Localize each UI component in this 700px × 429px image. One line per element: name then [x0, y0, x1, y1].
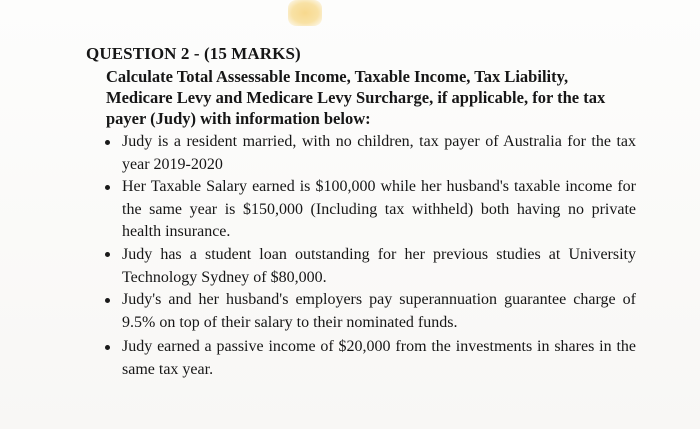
list-item	[86, 244, 636, 289]
bullet-text: Her Taxable Salary earned is $100,000 while her husband's taxable income for the same year is $150,000 (Including tax withheld) both having no private health insurance.	[122, 178, 636, 241]
bullet-icon	[105, 345, 110, 350]
question-title: QUESTION 2 - (15 MARKS)	[86, 44, 301, 63]
bullet-text: Judy is a resident married, with no children, tax payer of Australia for the tax year 2019-2020	[122, 133, 636, 173]
bullet-text: Judy has a student loan outstanding for her previous studies at University Technology Sydney of $80,000.	[122, 245, 636, 286]
question-instruction: Calculate Total Assessable Income, Taxable Income, Tax Liability, Medicare Levy and Medicare Levy Surcharge, if applicable, for the tax payer (Judy) with information below:	[106, 67, 606, 128]
question-block	[86, 44, 646, 382]
list-item	[86, 289, 636, 334]
sticky-tab-mark	[288, 0, 322, 26]
list-item	[86, 131, 636, 176]
bullet-text: Judy earned a passive income of $20,000 from the investments in shares in the same tax year.	[122, 338, 636, 378]
bullet-text: Judy's and her husband's employers pay superannuation guarantee charge of 9.5% on top of their salary to their nominated funds.	[122, 291, 636, 331]
bullet-icon	[105, 185, 110, 190]
list-item	[86, 176, 636, 244]
bullet-icon	[105, 298, 110, 303]
list-item	[86, 336, 636, 381]
info-bullet-list	[86, 131, 646, 382]
bullet-icon	[105, 140, 110, 145]
bullet-icon	[105, 252, 110, 257]
